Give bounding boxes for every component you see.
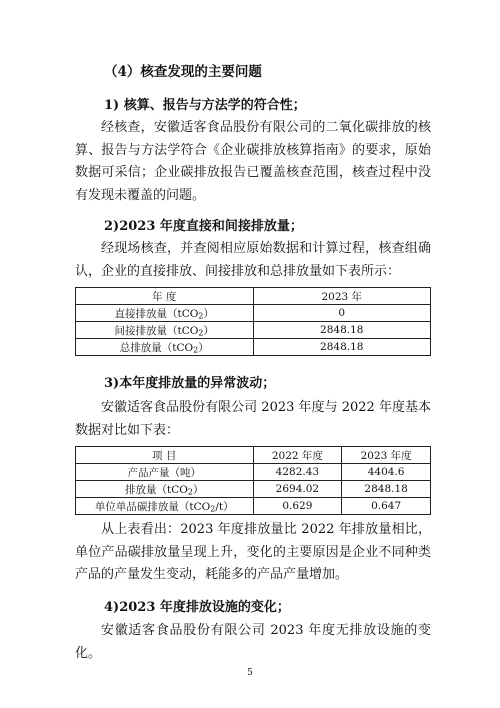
heading-facility-change: 4)2023 年度排放设施的变化； [104,600,290,615]
table-cell-value-2022: 2694.02 [253,481,342,498]
paragraph-methodology-compliance [75,117,431,207]
paragraph-text: 经现场核查，并查阅相应原始数据和计算过程，核查组确认，企业的直接排放、间接排放和总排放量如下表所示： [75,241,431,279]
table-header-cell: 2022 年度 [253,447,342,464]
table-cell-value-2023: 4404.6 [342,464,431,481]
table-header-row [76,288,431,305]
table-row [76,498,431,515]
table-row [76,339,431,356]
table-cell-value: 2848.18 [253,322,431,339]
paragraph-2023-emissions [75,238,431,283]
table-cell-label: 间接排放量（tCO$_2$） [76,322,254,339]
heading-2023-emissions: 2)2023 年度直接和间接排放量； [104,219,303,234]
table-cell-value-2023: 2848.18 [342,481,431,498]
paragraph-text: 从上表看出：2023 年度排放量比 2022 年排放量相比，单位产品碳排放量呈现上升，变化的主要原因是企业不同种类产品的产量发生变动，耗能多的产品产量增加。 [75,522,431,582]
table-cell-label: 直接排放量（tCO$_2$） [76,305,254,322]
paragraph-text: 经核查，安徽适客食品股份有限公司的二氧化碳排放的核算、报告与方法学符合《企业碳排放核算指南》的要求，原始数据可采信；企业碳排放报告已覆盖核查范围，核查过程中没有发现未覆盖的问题。 [75,120,431,203]
paragraph-text: 安徽适客食品股份有限公司 2023 年度与 2022 年度基本数据对比如下表： [75,400,431,438]
table-row [76,464,431,481]
table-row [76,322,431,339]
table-cell-value-2023: 0.647 [342,498,431,515]
table-header-cell: 2023 年度 [342,447,431,464]
table-header-row [76,447,431,464]
paragraph-text: 安徽适客食品股份有限公司 2023 年度无排放设施的变化。 [75,623,431,661]
section-title: （4）核查发现的主要问题 [104,64,262,80]
table-row [76,481,431,498]
paragraph-abnormal-fluctuation [75,397,431,442]
page-number: 5 [247,668,253,678]
table-row [76,305,431,322]
emissions-2023-table [75,287,431,356]
table-cell-label: 总排放量（tCO$_2$） [76,339,254,356]
heading-abnormal-fluctuation: 3)本年度排放量的异常波动； [104,376,276,391]
paragraph-conclusion [75,519,431,587]
table-cell-label: 排放量（tCO$_2$） [76,481,254,498]
table-cell-label: 产品产量（吨） [76,464,254,481]
table-cell-value-2022: 0.629 [253,498,342,515]
table-cell-value: 2848.18 [253,339,431,356]
table-header-cell: 年 度 [76,288,254,305]
paragraph-facility-change [75,620,431,665]
table-cell-value: 0 [253,305,431,322]
heading-methodology-compliance: 1) 核算、报告与方法学的符合性； [104,98,306,113]
comparison-table [75,446,431,515]
table-cell-value-2022: 4282.43 [253,464,342,481]
table-header-cell: 项 目 [76,447,254,464]
table-cell-label: 单位单品碳排放量（tCO$_2$/t） [76,498,254,515]
table-header-cell: 2023 年 [253,288,431,305]
